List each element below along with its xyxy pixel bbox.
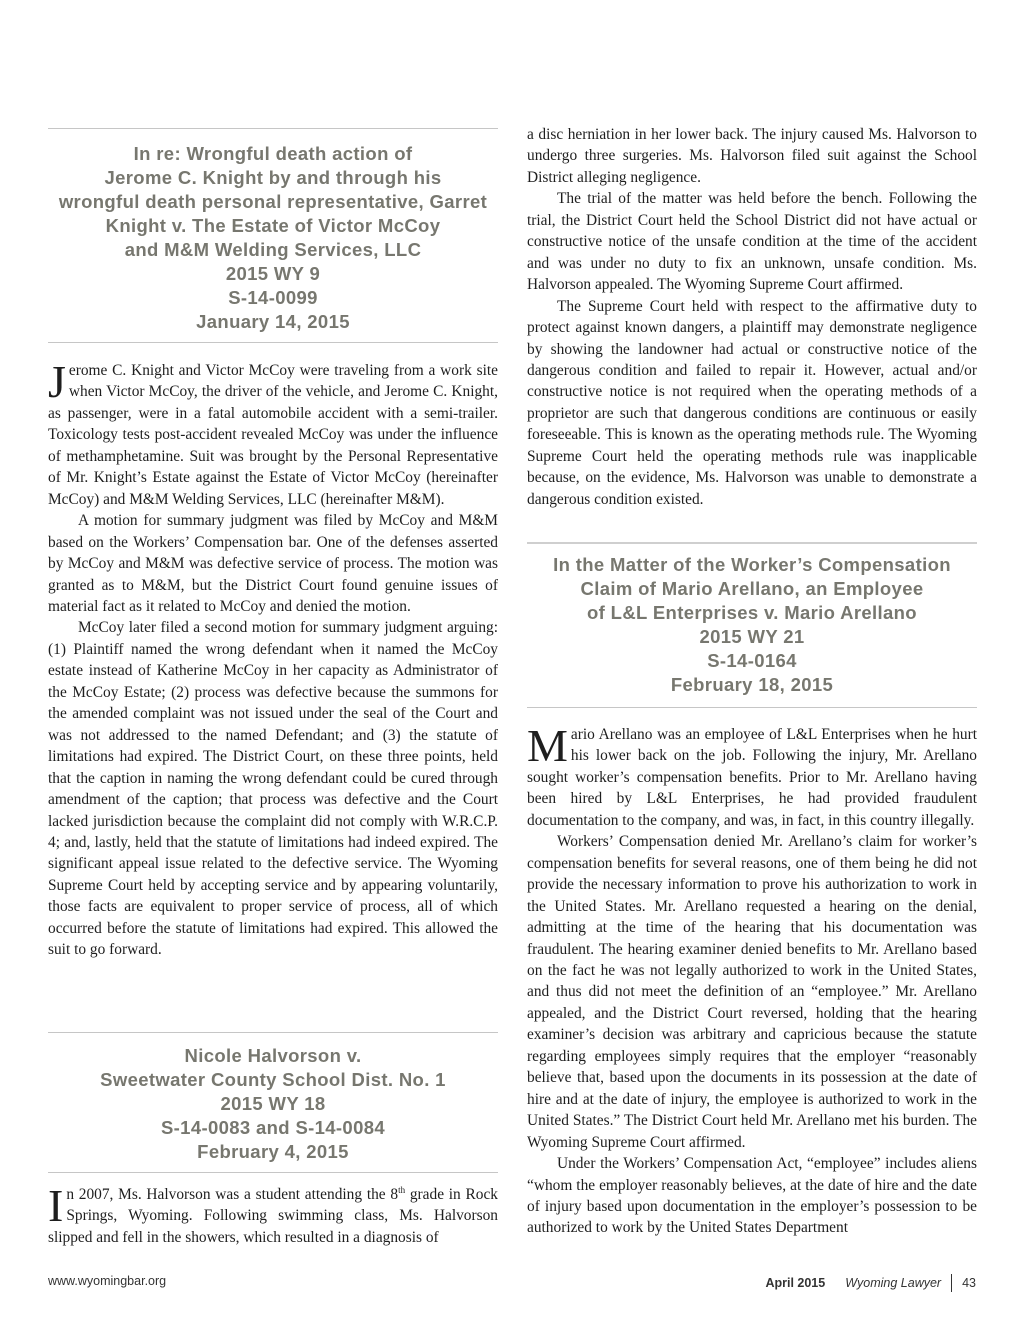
case2-paragraph: In 2007, Ms. Halvorson was a student attending the 8th grade in Rock Springs, Wyoming. Following swimming class, Ms. Halvorson slipped and fell in the showers, which resulted in a diagnosis of <box>48 1180 498 1246</box>
case2-bottom-rule <box>48 1172 498 1173</box>
case2-heading-line: Nicole Halvorson v. <box>184 1045 362 1066</box>
case3-paragraph: Workers’ Compensation denied Mr. Arellano’s claim for worker’s compensation benefits for several reasons, one of them being he did not provide the necessary information to prove his authorization to work in the United States. Mr. Arellano requested a hearing on the denial, admitting at the time of the hearing that his documentation was fraudulent. The hearing examiner denied benefits to Mr. Arellano based on the fact he was not legally authorized to work in the United States, and thus did not meet the definition of an “employee.” Mr. Arellano appealed, and the District Court reversed, holding that the hearing examiner’s decision was arbitrary and capricious because the statute regarding employees simply requires that the employer “reasonably believe that, based upon the documents in its possession at the date of hire and at the date of injury, the employee is authorized to work in the United States.” The District Court held Mr. Arellano met his burden. The Wyoming Supreme Court affirmed. <box>527 833 977 1151</box>
case1-heading-line: Jerome C. Knight by and through his <box>104 167 442 188</box>
footer-magazine: Wyoming Lawyer <box>845 1276 942 1290</box>
case2-paragraph: The trial of the matter was held before the bench. Following the trial, the District Court held the School District did not have actual or constructive notice of the unsafe condition at the time of the accident and was under no duty to fix an unknown, unsafe condition. Ms. Halvorson appealed. The Wyoming Supreme Court affirmed. <box>527 190 977 294</box>
case1-citation: 2015 WY 9 <box>225 263 321 284</box>
case1-paragraph: Jerome C. Knight and Victor McCoy were traveling from a work site when Victor McCoy, the driver of the vehicle, and Jerome C. Knight, as passenger, were in a fatal automobile accident with a semi-trailer. Toxicology tests post-accident revealed McCoy was under the influence of methamphetamine. Suit was brought by the Personal Representative of Mr. Knight’s Estate against the Estate of Victor McCoy (hereinafter McCoy) and M&M Welding Services, LLC (hereinafter M&M). <box>48 356 498 508</box>
case1-heading-line: and M&M Welding Services, LLC <box>124 239 422 260</box>
case3-paragraph: Under the Workers’ Compensation Act, “employee” includes aliens “whom the employer reasonably believes, at the date of hire and the date of injury based upon documentation in the employer’s possession to be authorized to work by the United States Department <box>527 1155 977 1237</box>
case2-body <box>48 1180 498 1248</box>
case2-paragraph: a disc herniation in her lower back. The injury caused Ms. Halvorson to undergo three surgeries. Ms. Halvorson filed suit against the School District alleging negligence. <box>527 126 977 186</box>
case3-bottom-rule <box>527 707 977 708</box>
case3-heading <box>527 553 977 697</box>
case3-docket: S-14-0164 <box>707 650 797 671</box>
page-number: 43 <box>962 1276 976 1290</box>
case2-date: February 4, 2015 <box>197 1141 349 1162</box>
case1-docket: S-14-0099 <box>228 287 318 308</box>
case3-heading-line: In the Matter of the Worker’s Compensation <box>553 554 951 575</box>
left-column <box>48 0 498 1246</box>
case3-body <box>527 720 977 1239</box>
case3-section <box>527 542 977 1239</box>
case3-heading-line: of L&L Enterprises v. Mario Arellano <box>587 602 917 623</box>
dropcap: I <box>48 1180 64 1231</box>
case2-paragraph: The Supreme Court held with respect to the affirmative duty to protect against known dangers, a plaintiff may demonstrate negligence by showing the landowner had actual or constructive notice of the dangerous condition and failed to repair it. However, actual and/or constructive notice is not required when the operating methods of a proprietor are such that dangerous conditions are continuous or easily foreseeable. This is known as the operating methods rule. The Wyoming Supreme Court held the operating methods rule was inapplicable because, on the evidence, Ms. Halvorson was unable to demonstrate a dangerous condition existed. <box>527 297 977 508</box>
case3-paragraph: Mario Arellano was an employee of L&L Enterprises when he hurt his lower back on the job. Following the injury, Mr. Arellano sought worker’s compensation benefits. Prior to Mr. Arellano having been hired by L&L Enterprises, he had provided fraudulent documentation to the company, and was, in fact, in this country illegally. <box>527 720 977 829</box>
case1-bottom-rule <box>48 342 498 343</box>
case3-heading-line: Claim of Mario Arellano, an Employee <box>580 578 924 599</box>
case2-heading-line: Sweetwater County School Dist. No. 1 <box>100 1069 446 1090</box>
case3-top-rule <box>527 542 977 544</box>
dropcap: M <box>527 720 568 771</box>
footer-publication <box>765 1274 976 1292</box>
case1-heading <box>48 142 498 334</box>
case2-heading <box>48 1044 498 1164</box>
footer-month: April 2015 <box>765 1276 826 1290</box>
case1-top-rule <box>48 128 498 129</box>
dropcap: J <box>48 356 66 407</box>
case1-heading-line: wrongful death personal representative, Garret <box>58 191 488 212</box>
footer-divider <box>951 1274 952 1292</box>
footer-website: www.wyomingbar.org <box>48 1274 167 1288</box>
case2-citation: 2015 WY 18 <box>220 1093 326 1114</box>
case2-top-rule <box>48 1032 498 1033</box>
case2-continued-body <box>527 124 977 510</box>
case1-body <box>48 356 498 961</box>
case3-date: February 18, 2015 <box>670 674 834 695</box>
case1-heading-line: Knight v. The Estate of Victor McCoy <box>105 215 441 236</box>
case1-paragraph: A motion for summary judgment was filed by McCoy and M&M based on the Workers’ Compensation bar. One of the defenses asserted by McCoy and M&M was defective service of process. The motion was granted as to M&M, but the District Court found genuine issues of material fact as it related to McCoy and denied the motion. <box>48 512 498 615</box>
case1-paragraph: McCoy later filed a second motion for summary judgment arguing: (1) Plaintiff named the wrong defendant when it named the McCoy estate instead of Katherine McCoy in her capacity as Administrator of the McCoy Estate; (2) process was defective because the summons for the amended complaint was not issued under the seal of the Court and was not addressed to the named Defendant; and (3) the statute of limitations had expired. The District Court, on these three points, held that the caption in naming the wrong defendant could be cured through amendment of the caption; that process was defective and the Court lacked jurisdiction because the complaint did not comply with W.R.C.P. 4; and, lastly, held that the statute of limitations had indeed expired. The significant appeal issue related to the defective service. The Wyoming Supreme Court held by accepting service and by appearing voluntarily, those facts are equivalent to proper service of process, all of which occurred before the statute of limitations had expired. This allowed the suit to go forward. <box>48 619 498 959</box>
right-column <box>527 124 977 510</box>
case3-citation: 2015 WY 21 <box>699 626 805 647</box>
case2-docket: S-14-0083 and S-14-0084 <box>160 1117 385 1138</box>
case1-date: January 14, 2015 <box>196 311 350 332</box>
case1-heading-line: In re: Wrongful death action of <box>133 143 413 164</box>
